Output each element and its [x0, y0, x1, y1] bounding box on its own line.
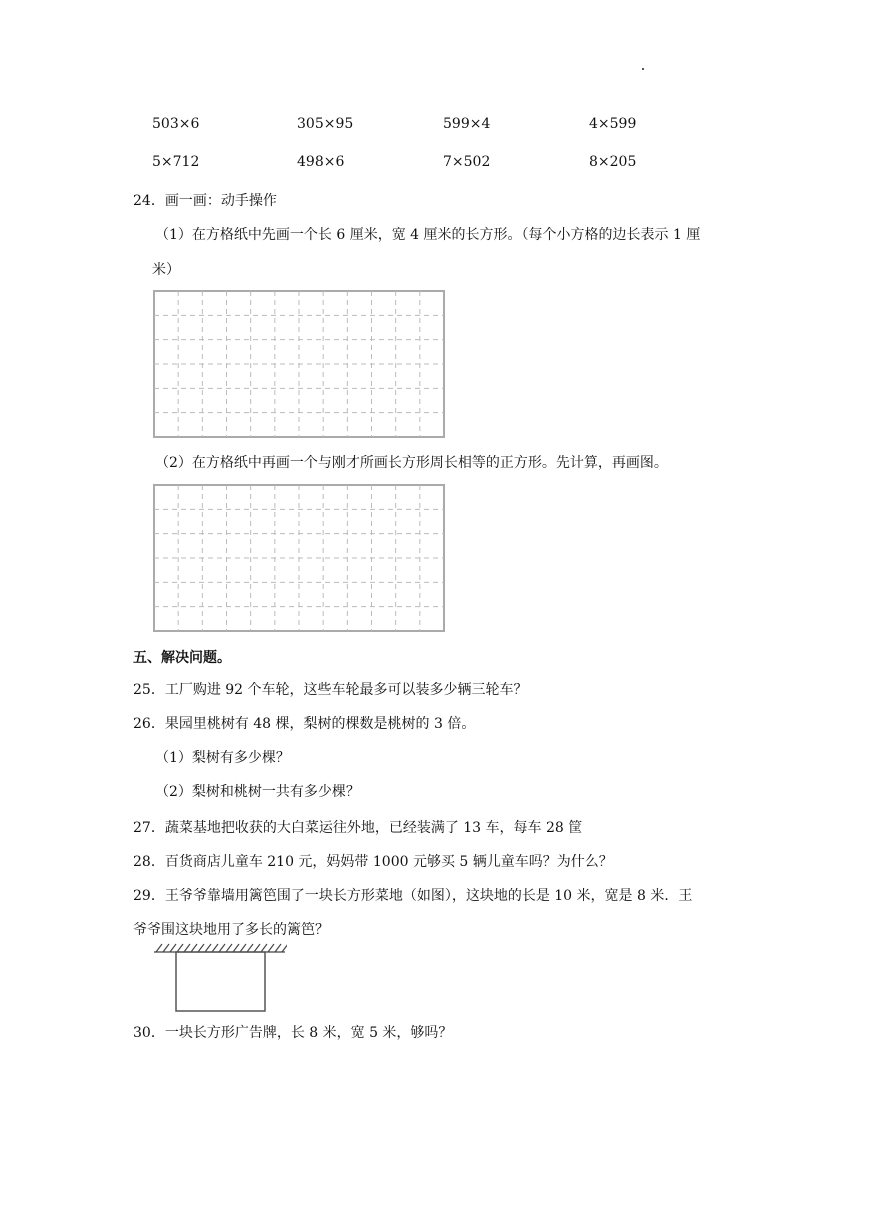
question-25: 25．工厂购进 92 个车轮，这些车轮最多可以装多少辆三轮车？	[133, 682, 528, 698]
question-26: 26．果园里桃树有 48 棵，梨树的棵数是桃树的 3 倍。	[133, 716, 476, 732]
wall-fence-figure	[152, 942, 287, 1018]
question-24-title: 24．画一画：动手操作	[133, 193, 277, 209]
question-30: 30．一块长方形广告牌，长 8 米，宽 5 米，够吗？	[133, 1025, 453, 1041]
page-dot	[642, 68, 644, 70]
grid-paper-1	[153, 290, 445, 442]
question-26-part2: （2）梨树和桃树一共有多少棵？	[155, 784, 360, 800]
question-29: 29．王爷爷靠墙用篱笆围了一块长方形菜地（如图），这块地的长是 10 米，宽是 8 米．王	[133, 888, 693, 904]
question-28: 28．百货商店儿童车 210 元，妈妈带 1000 元够买 5 辆儿童车吗？为什么？	[133, 854, 613, 870]
calc-item: 4×599	[589, 116, 637, 132]
question-24-part2: （2）在方格纸中再画一个与刚才所画长方形周长相等的正方形。先计算，再画图。	[155, 455, 668, 471]
calc-item: 503×6	[152, 116, 200, 132]
question-29-cont: 爷爷围这块地用了多长的篱笆？	[133, 922, 329, 938]
question-24-part1: （1）在方格纸中先画一个长 6 厘米，宽 4 厘米的长方形。（每个小方格的边长表示 1 厘	[155, 227, 701, 243]
calc-item: 7×502	[443, 154, 491, 170]
calc-item: 599×4	[443, 116, 491, 132]
calc-item: 5×712	[152, 154, 200, 170]
section-heading: 五、解决问题。	[133, 650, 231, 666]
calc-item: 305×95	[297, 116, 354, 132]
question-26-part1: （1）梨树有多少棵？	[155, 750, 290, 766]
question-24-part1-cont: 米）	[152, 262, 180, 278]
wall-hatching	[154, 944, 287, 952]
calc-item: 8×205	[589, 154, 637, 170]
vegetable-plot-rectangle	[176, 952, 265, 1011]
grid-paper-2	[153, 484, 445, 636]
calc-item: 498×6	[297, 154, 345, 170]
question-27: 27．蔬菜基地把收获的大白菜运往外地，已经装满了 13 车，每车 28 筐	[133, 820, 583, 836]
